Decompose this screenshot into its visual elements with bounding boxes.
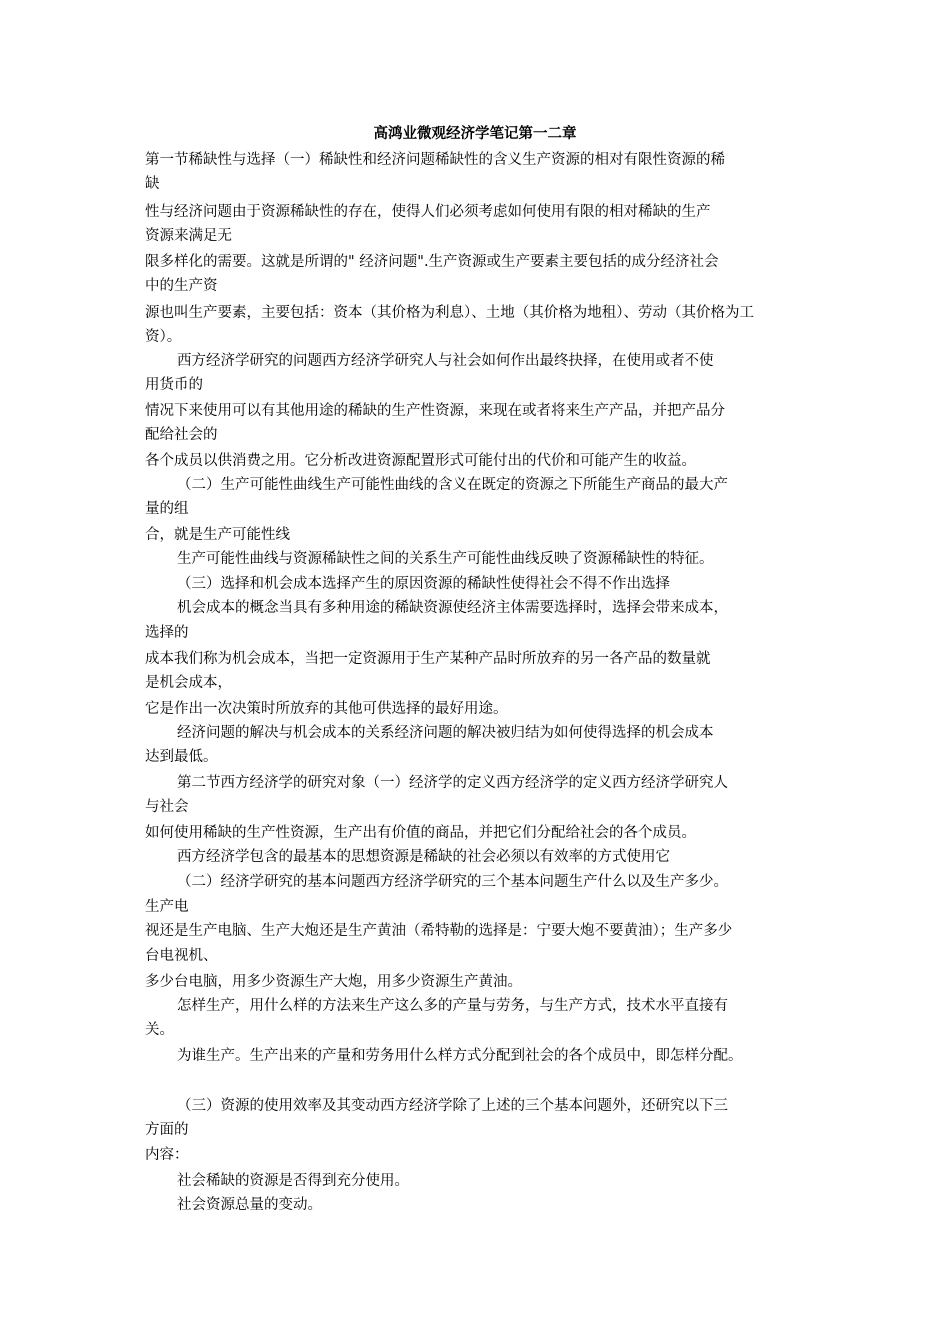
text-line: 第二节西方经济学的研究对象（一）经济学的定义西方经济学的定义西方经济学研究人 xyxy=(177,775,728,791)
text-line: 方面的 xyxy=(145,1122,189,1138)
text-line: 用货币的 xyxy=(145,377,203,393)
text-line: 达到最低。 xyxy=(145,749,218,765)
text-line: 如何使用稀缺的生产性资源，生产出有价值的商品，并把它们分配给社会的各个成员。 xyxy=(145,825,696,841)
text-line: 合，就是生产可能性线 xyxy=(145,527,290,543)
text-line: 怎样生产，用什么样的方法来生产这么多的产量与劳务，与生产方式，技术水平直接有 xyxy=(177,998,728,1014)
text-line: （三）资源的使用效率及其变动西方经济学除了上述的三个基本问题外，还研究以下三 xyxy=(177,1098,728,1114)
text-line: （三）选择和机会成本选择产生的原因资源的稀缺性使得社会不得不作出选择 xyxy=(177,576,670,592)
text-line: （二）经济学研究的基本问题西方经济学研究的三个基本问题生产什么以及生产多少。 xyxy=(177,874,728,890)
text-line: 机会成本的概念当具有多种用途的稀缺资源使经济主体需要选择时，选择会带来成本， xyxy=(177,600,728,616)
text-line: 配给社会的 xyxy=(145,427,218,443)
text-line: 多少台电脑，用多少资源生产大炮，用多少资源生产黄油。 xyxy=(145,974,522,990)
text-line: 中的生产资 xyxy=(145,278,218,294)
text-line: 成本我们称为机会成本，当把一定资源用于生产某种产品时所放弃的另一各产品的数量就 xyxy=(145,651,711,667)
text-line: 西方经济学包含的最基本的思想资源是稀缺的社会必须以有效率的方式使用它 xyxy=(177,849,670,865)
text-line: （二）生产可能性曲线生产可能性曲线的含义在既定的资源之下所能生产商品的最大产 xyxy=(177,477,728,493)
text-line: 是机会成本， xyxy=(145,675,232,691)
text-line: 与社会 xyxy=(145,799,189,815)
text-line: 经济问题的解决与机会成本的关系经济问题的解决被归结为如何使得选择的机会成本 xyxy=(177,725,714,741)
text-line: 资源来满足无 xyxy=(145,228,232,244)
text-line: 性与经济问题由于资源稀缺性的存在，使得人们必须考虑如何使用有限的相对稀缺的生产 xyxy=(145,204,711,220)
text-line: 西方经济学研究的问题西方经济学研究人与社会如何作出最终抉择，在使用或者不使 xyxy=(177,353,714,369)
text-line: 资）。 xyxy=(145,329,182,345)
text-line: 源也叫生产要素，主要包括：资本（其价格为利息）、土地（其价格为地租）、劳动（其价格为工 xyxy=(145,305,754,321)
text-line: 视还是生产电脑、生产大炮还是生产黄油（希特勒的选择是：宁要大炮不要黄油）；生产多少 xyxy=(145,923,733,939)
text-line: 内容： xyxy=(145,1147,189,1163)
text-line: 台电视机、 xyxy=(145,948,218,964)
text-line: 选择的 xyxy=(145,625,189,641)
text-line: 第一节稀缺性与选择（一）稀缺性和经济问题稀缺性的含义生产资源的相对有限性资源的稀 xyxy=(145,152,725,168)
text-line: 情况下来使用可以有其他用途的稀缺的生产性资源，来现在或者将来生产产品，并把产品分 xyxy=(145,403,725,419)
text-line: 各个成员以供消费之用。它分析改进资源配置形式可能付出的代价和可能产生的收益。 xyxy=(145,453,696,469)
document-title: 高鸿业微观经济学笔记第一二章 xyxy=(373,126,577,142)
text-line: 缺 xyxy=(145,176,160,192)
text-line: 社会资源总量的变动。 xyxy=(177,1197,322,1213)
text-line: 为谁生产。生产出来的产量和劳务用什么样方式分配到社会的各个成员中，即怎样分配。 xyxy=(177,1048,743,1064)
text-line: 限多样化的需要。这就是所谓的" 经济问题".生产资源或生产要素主要包括的成分经济社会 xyxy=(145,254,719,270)
text-line: 生产可能性曲线与资源稀缺性之间的关系生产可能性曲线反映了资源稀缺性的特征。 xyxy=(177,551,714,567)
text-line: 它是作出一次决策时所放弃的其他可供选择的最好用途。 xyxy=(145,701,508,717)
text-line: 生产电 xyxy=(145,899,189,915)
text-line: 关。 xyxy=(145,1022,174,1038)
text-line: 量的组 xyxy=(145,501,189,517)
text-line: 社会稀缺的资源是否得到充分使用。 xyxy=(177,1173,409,1189)
